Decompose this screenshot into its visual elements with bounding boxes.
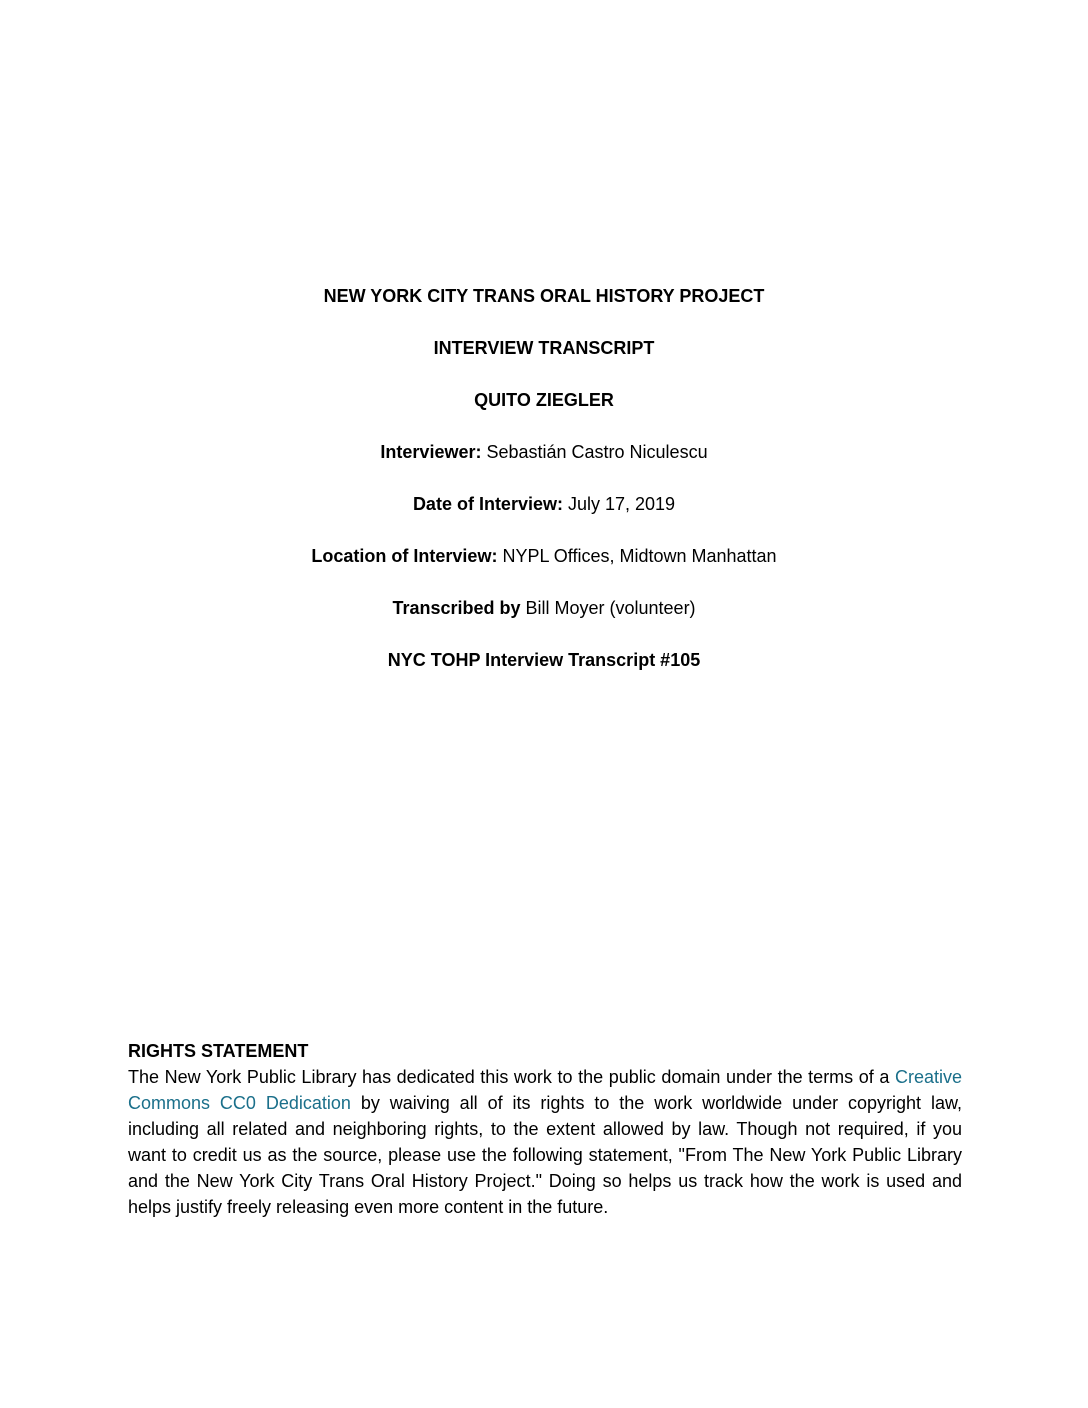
interviewer-label: Interviewer:: [380, 442, 482, 462]
location-label: Location of Interview:: [311, 546, 498, 566]
rights-body: [128, 1064, 962, 1220]
title-block: [0, 284, 1088, 700]
subject-name: QUITO ZIEGLER: [474, 390, 614, 410]
transcript-number: NYC TOHP Interview Transcript #105: [387, 650, 701, 670]
transcribed-value: Bill Moyer (volunteer): [520, 598, 696, 618]
date-label: Date of Interview:: [412, 494, 563, 514]
location-value: NYPL Offices, Midtown Manhattan: [497, 546, 777, 566]
interviewer-line: [0, 440, 1088, 464]
date-value: July 17, 2019: [562, 494, 676, 514]
cc0-dedication-link[interactable]: Creative Commons CC0 Dedication: [128, 1067, 962, 1113]
interviewer-value: Sebastián Castro Niculescu: [481, 442, 708, 462]
rights-text-after-link: by waiving all of its rights to the work worldwide under copyright law, including all related and neighboring rights, to the extent allowed by law. Though not required, if you want to credit us as the source, please use the following statement, "From The New York Public Library and the New York City Trans Oral History Project." Doing so helps us track how the work is used and helps justify freely releasing even more content in the future.: [128, 1093, 962, 1217]
date-line: [0, 492, 1088, 516]
rights-heading: RIGHTS STATEMENT: [128, 1041, 309, 1061]
transcribed-label: Transcribed by: [392, 598, 521, 618]
transcribed-line: [0, 596, 1088, 620]
project-title: NEW YORK CITY TRANS ORAL HISTORY PROJECT: [323, 286, 765, 306]
rights-text-before-link: The New York Public Library has dedicated this work to the public domain under the terms of a: [128, 1067, 895, 1087]
document-type: INTERVIEW TRANSCRIPT: [433, 338, 655, 358]
rights-statement: [128, 1038, 962, 1220]
location-line: [0, 544, 1088, 568]
